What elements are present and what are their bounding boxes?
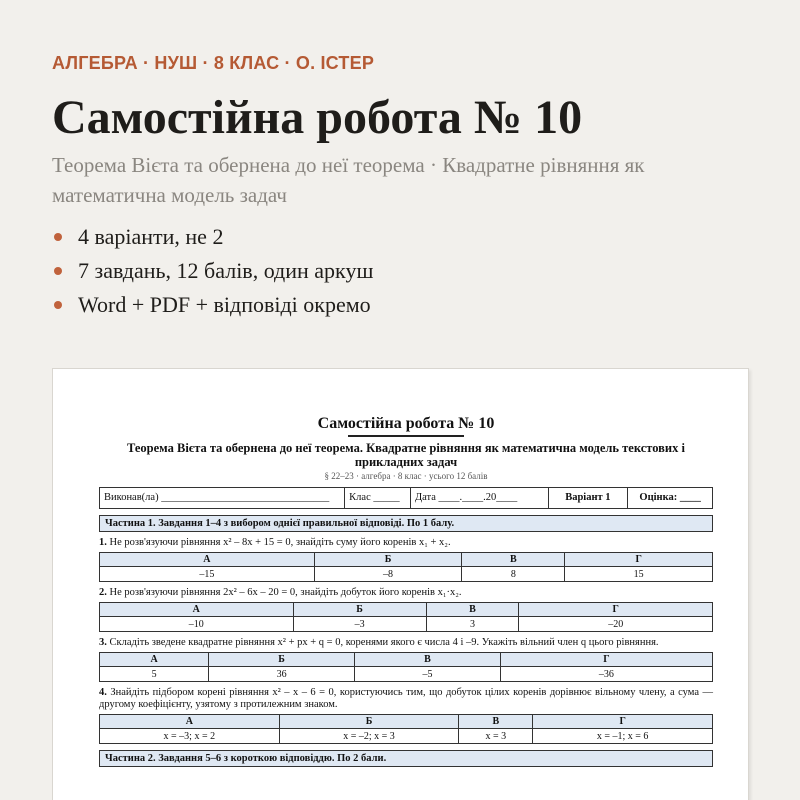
page-title: Самостійна робота № 10 xyxy=(52,91,583,144)
question-text: 2. Не розв'язуючи рівняння 2x² – 6x – 20 = 0, знайдіть добуток його коренів x₁·x₂. xyxy=(99,587,462,598)
bullet-dot-icon xyxy=(54,301,62,309)
answer-options-table: А Б В Г –15 –8 8 15 xyxy=(99,552,713,582)
worksheet-preview xyxy=(52,368,749,800)
question-text: 3. Складіть зведене квадратне рівняння x² + px + q = 0, коренями якого є числа 4 і –9. Укажіть вільний член q цього рівняння. xyxy=(99,637,659,648)
feature-item xyxy=(52,288,760,322)
section-header: Частина 1. Завдання 1–4 з вибором однієї правильної відповіді. По 1 балу. xyxy=(99,515,713,532)
worksheet-subtitle: Теорема Вієта та обернена до неї теорема. Квадратне рівняння як математична модель текстових і прикладних задач xyxy=(127,441,685,469)
answer-options-table: А Б В Г –10 –3 3 –20 xyxy=(99,602,713,632)
question-block xyxy=(99,587,713,632)
question-text: 4. Знайдіть підбором корені рівняння x² – x – 6 = 0, користуючись тим, що добуток цілих коренів дорівнює вільному члену, а сума — другому коефіцієнту, узятому з протилежним знаком. xyxy=(99,687,714,710)
feature-list xyxy=(52,220,760,322)
feature-item xyxy=(52,254,760,288)
bullet-dot-icon xyxy=(54,233,62,241)
question-text: 1. Не розв'язуючи рівняння x² – 8x + 15 = 0, знайдіть суму його коренів x₁ + x₂. xyxy=(99,537,451,548)
date-field: Дата ____.____.20____ xyxy=(411,488,549,508)
promo-header xyxy=(52,53,760,322)
variant-label: Варіант 1 xyxy=(549,488,629,508)
feature-text: 4 варіанти, не 2 xyxy=(78,224,224,249)
name-field: Виконав(ла) ________________________________ xyxy=(100,488,345,508)
answer-options-table: А Б В Г x = –3; x = 2 x = –2; x = 3 x = 3 x = –1; x = 6 xyxy=(99,714,713,744)
section-header: Частина 2. Завдання 5–6 з короткою відповіддю. По 2 бали. xyxy=(99,750,713,767)
question-block xyxy=(99,687,713,744)
course-kicker: АЛГЕБРА · НУШ · 8 КЛАС · О. ІСТЕР xyxy=(52,53,375,73)
title-underline xyxy=(348,435,464,437)
question-block xyxy=(99,637,713,682)
worksheet-title: Самостійна робота № 10 xyxy=(317,415,495,432)
student-info-row xyxy=(99,487,713,509)
feature-text: 7 завдань, 12 балів, один аркуш xyxy=(78,258,374,283)
feature-item xyxy=(52,220,760,254)
question-block xyxy=(99,537,713,582)
worksheet-meta: § 22–23 · алгебра · 8 клас · усього 12 балів xyxy=(324,471,488,481)
grade-field: Оцінка: ____ xyxy=(639,492,701,503)
page-subtitle: Теорема Вієта та обернена до неї теорема · Квадратне рівняння як математична модель задач xyxy=(52,153,645,207)
bullet-dot-icon xyxy=(54,267,62,275)
answer-options-table: А Б В Г 5 36 –5 –36 xyxy=(99,652,713,682)
feature-text: Word + PDF + відповіді окремо xyxy=(78,292,371,317)
class-field: Клас _____ xyxy=(345,488,411,508)
